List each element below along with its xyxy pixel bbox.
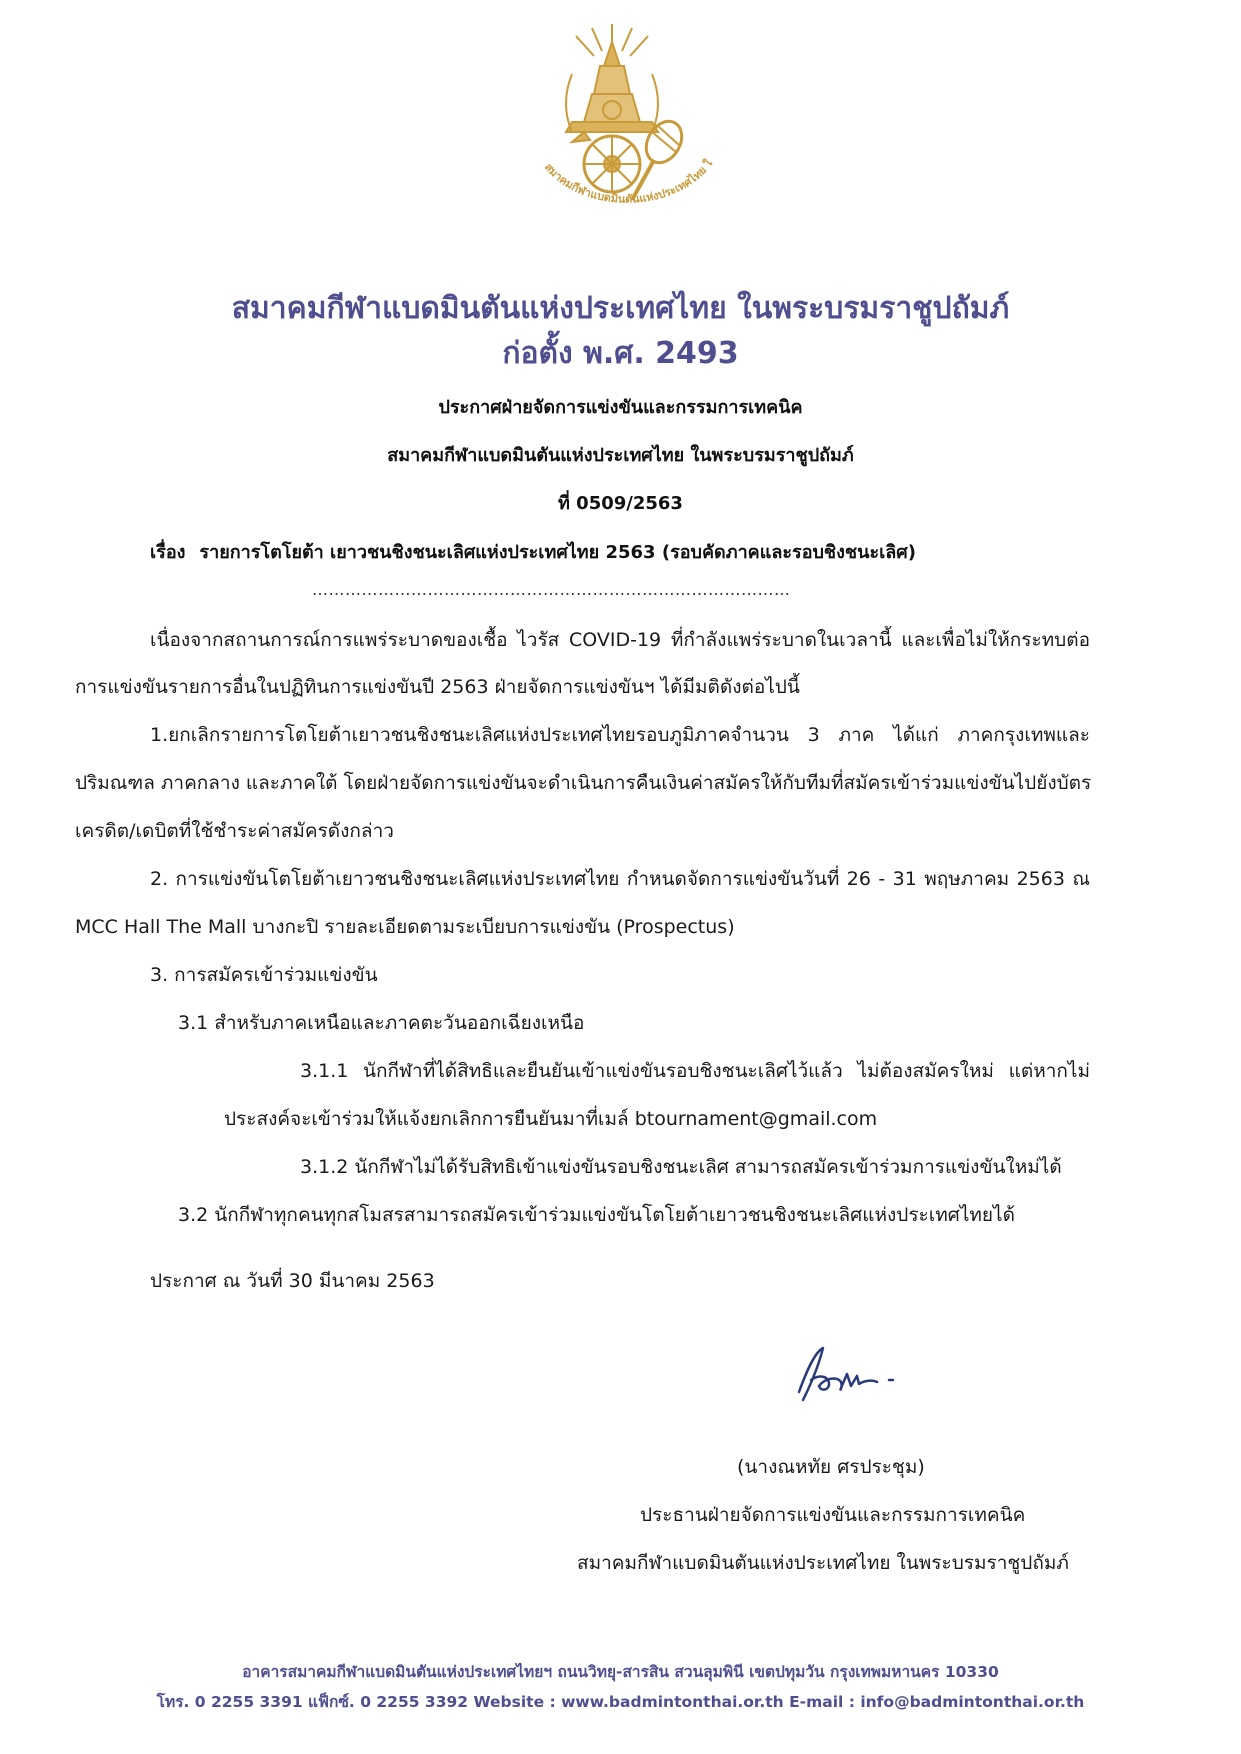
- item3-1-1-line-2: ประสงค์จะเข้าร่วมให้แจ้งยกเลิกการยืนยันมาที่เมล์ btournament@gmail.com: [224, 1108, 878, 1130]
- footer-address: อาคารสมาคมกีฬาแบดมินตันแห่งประเทศไทยฯ ถนนวิทยุ-สารสิน สวนลุมพินี เขตปทุมวัน กรุงเทพมหานคร 10330: [242, 1663, 999, 1681]
- announcement-date: ประกาศ ณ วันที่ 30 มีนาคม 2563: [150, 1270, 435, 1292]
- item2-line-2: MCC Hall The Mall บางกะปิ รายละเอียดตามระเบียบการแข่งขัน (Prospectus): [75, 916, 735, 938]
- announcement-title: ประกาศฝ่ายจัดการแข่งขันและกรรมการเทคนิค: [438, 397, 803, 418]
- subject-label: เรื่อง: [150, 542, 186, 563]
- subject-text: รายการโตโยต้า เยาวชนชิงชนะเลิศแห่งประเทศไทย 2563 (รอบคัดภาคและรอบชิงชนะเลิศ): [199, 542, 916, 563]
- announcement-number: ที่ 0509/2563: [558, 493, 683, 514]
- item1-line-3: เครดิต/เดบิตที่ใช้ชำระค่าสมัครดังกล่าว: [75, 820, 394, 842]
- item3-1-2: 3.1.2 นักกีฬาไม่ได้รับสิทธิเข้าแข่งขันรอบชิงชนะเลิศ สามารถสมัครเข้าร่วมการแข่งขันใหม่ได้: [300, 1156, 1062, 1178]
- emblem-graphic: [512, 14, 740, 250]
- footer-contact: โทร. 0 2255 3391 แฟ็กซ์. 0 2255 3392 Website : www.badmintonthai.or.th E-mail : info@badmintonthai.or.th: [156, 1693, 1085, 1711]
- association-emblem-logo: [512, 14, 740, 250]
- signatory-position: ประธานฝ่ายจัดการแข่งขันและกรรมการเทคนิค: [640, 1504, 1026, 1526]
- signatory-name: (นางณหทัย ศรประชุม): [737, 1456, 925, 1478]
- emblem-arc-text: สมาคมกีฬาแบดมินตันแห่งประเทศไทย ใ: [541, 157, 716, 206]
- item3-1-1-line-1: 3.1.1 นักกีฬาที่ได้สิทธิและยืนยันเข้าแข่งขันรอบชิงชนะเลิศไว้แล้ว ไม่ต้องสมัครใหม่ แต่หากไม่: [300, 1060, 1090, 1082]
- signature-image: [785, 1340, 945, 1410]
- separator-dots: ……………………………………………………………………………: [312, 580, 791, 599]
- item3-1-heading: 3.1 สำหรับภาคเหนือและภาคตะวันออกเฉียงเหนือ: [178, 1012, 585, 1034]
- item3-heading: 3. การสมัครเข้าร่วมแข่งขัน: [150, 964, 378, 986]
- intro-line-1: เนื่องจากสถานการณ์การแพร่ระบาดของเชื้อ ไวรัส COVID-19 ที่กำลังแพร่ระบาดในเวลานี้ และเพื่อไม่ให้กระทบต่อ: [150, 629, 1090, 651]
- item1-line-2: ปริมณฑล ภาคกลาง และภาคใต้ โดยฝ่ายจัดการแข่งขันจะดำเนินการคืนเงินค่าสมัครให้กับทีมที่สมัครเข้าร่วมแข่งขันไปยังบัตร: [75, 772, 1092, 794]
- announcement-org: สมาคมกีฬาแบดมินตันแห่งประเทศไทย ในพระบรมราชูปถัมภ์: [387, 445, 854, 466]
- item1-line-1: 1.ยกเลิกรายการโตโยต้าเยาวชนชิงชนะเลิศแห่งประเทศไทยรอบภูมิภาคจำนวน 3 ภาค ได้แก่ ภาคกรุงเทพและ: [150, 724, 1090, 746]
- item3-2: 3.2 นักกีฬาทุกคนทุกสโมสรสามารถสมัครเข้าร่วมแข่งขันโตโยต้าเยาวชนชิงชนะเลิศแห่งประเทศไทยได้: [178, 1204, 1015, 1226]
- founded-year: ก่อตั้ง พ.ศ. 2493: [502, 336, 739, 371]
- signatory-org: สมาคมกีฬาแบดมินตันแห่งประเทศไทย ในพระบรมราชูปถัมภ์: [577, 1552, 1069, 1574]
- org-title: สมาคมกีฬาแบดมินตันแห่งประเทศไทย ในพระบรมราชูปถัมภ์: [231, 291, 1010, 326]
- intro-line-2: การแข่งขันรายการอื่นในปฏิทินการแข่งขันปี 2563 ฝ่ายจัดการแข่งขันฯ ได้มีมติดังต่อไปนี้: [75, 676, 800, 698]
- item2-line-1: 2. การแข่งขันโตโยต้าเยาวชนชิงชนะเลิศแห่งประเทศไทย กำหนดจัดการแข่งขันวันที่ 26 - 31 พฤษภาคม 2563 ณ: [150, 868, 1090, 890]
- announcement-subject: [150, 537, 916, 566]
